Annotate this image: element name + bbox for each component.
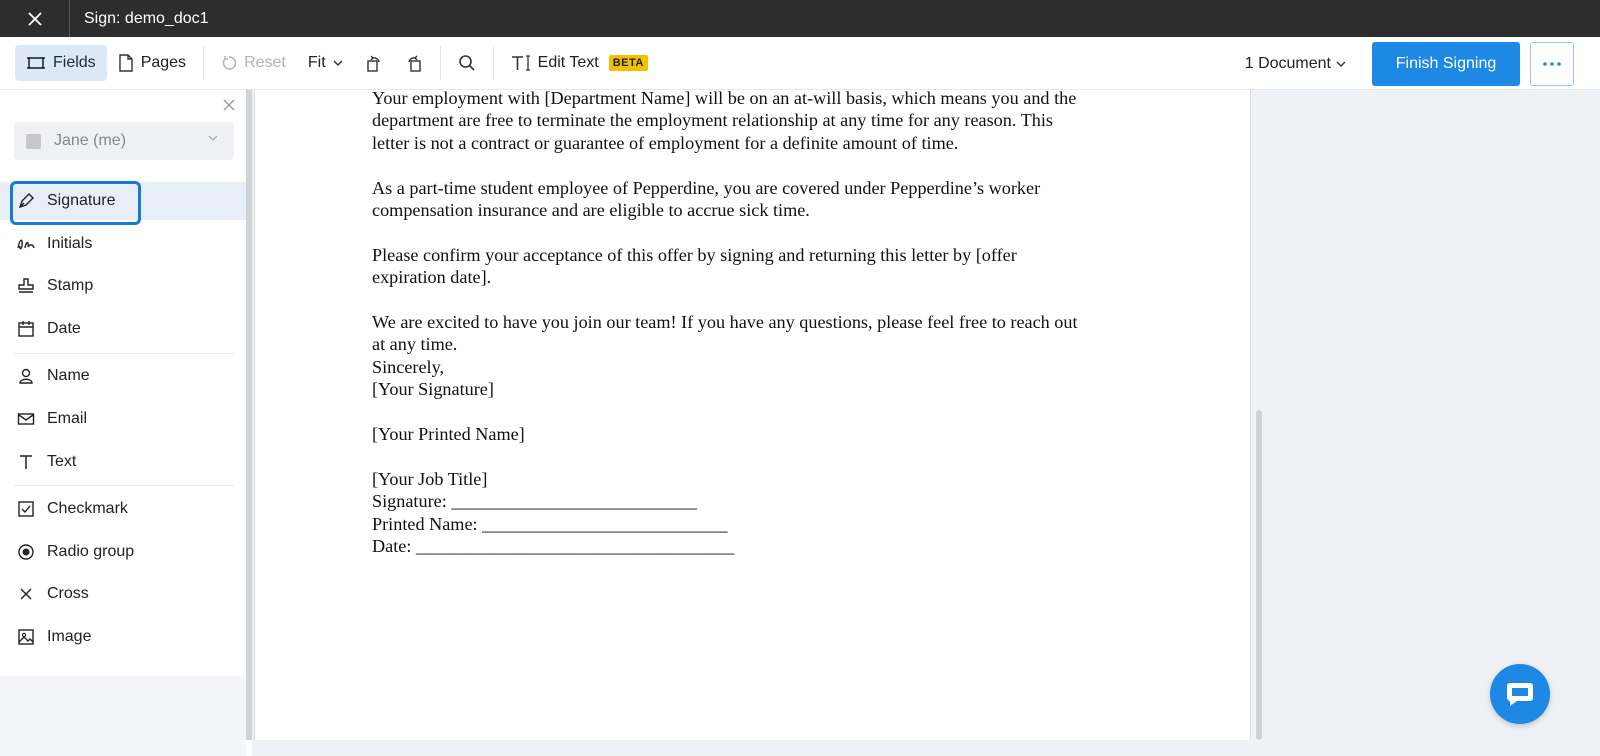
close-sidebar-button[interactable] (222, 98, 238, 114)
document-scrollbar[interactable] (1256, 410, 1262, 740)
radio-icon (16, 542, 36, 562)
document-line: at any time. (372, 334, 458, 355)
chevron-down-icon (208, 134, 218, 142)
signer-color-swatch (26, 134, 41, 149)
search-button[interactable] (447, 45, 487, 81)
field-checkmark[interactable] (0, 490, 246, 528)
signer-name: Jane (me) (54, 132, 127, 149)
more-options-button[interactable] (1530, 42, 1574, 86)
envelope-icon (16, 409, 36, 429)
blank-line (372, 154, 1152, 176)
image-icon (16, 627, 36, 647)
field-radio-group[interactable] (0, 533, 246, 571)
field-image[interactable] (0, 618, 246, 656)
close-icon (27, 11, 43, 27)
close-icon (222, 98, 236, 112)
stamp-icon (16, 276, 36, 296)
document-line: Date: ___________________________________ (372, 536, 735, 557)
document-select-label: 1 Document (1244, 54, 1331, 72)
document-line: compensation insurance and are eligible to accrue sick time. (372, 200, 810, 221)
cross-icon (16, 584, 36, 604)
search-icon (458, 54, 476, 72)
rotate-left-button[interactable] (354, 45, 394, 81)
blank-line (372, 401, 1152, 423)
page-icon (118, 54, 134, 72)
document-line: expiration date]. (372, 267, 492, 288)
field-date[interactable] (0, 310, 246, 348)
document-line: We are excited to have you join our team! If you have any questions, please feel free to reach out (372, 312, 1078, 333)
toolbar (0, 37, 1600, 90)
toolbar-divider (203, 46, 204, 80)
rotate-left-icon (365, 54, 383, 72)
title-bar (0, 0, 1600, 37)
field-label: Radio group (47, 543, 135, 560)
calendar-icon (16, 319, 36, 339)
toolbar-divider (440, 46, 441, 80)
document-line: Printed Name: ___________________________ (372, 513, 728, 534)
field-label: Email (47, 410, 88, 427)
toolbar-divider (493, 46, 494, 80)
rotate-right-icon (405, 54, 423, 72)
beta-badge: BETA (609, 55, 648, 71)
text-icon (16, 452, 36, 472)
document-line: letter is not a contract or guarantee of employment for a definite amount of time. (372, 132, 959, 153)
chat-bubble-icon (1505, 680, 1535, 708)
document-line: Please confirm your acceptance of this offer by signing and returning this letter by [offer (372, 244, 1017, 265)
document-line: Signature: ___________________________ (372, 491, 697, 512)
pages-label: Pages (140, 54, 187, 71)
field-cross[interactable] (0, 575, 246, 613)
document-line: [Your Job Title] (372, 468, 488, 489)
field-label: Text (47, 453, 77, 470)
fields-tab[interactable] (15, 45, 107, 81)
fit-label: Fit (307, 54, 326, 71)
document-line: Your employment with [Department Name] will be on an at-will basis, which means you and the (372, 88, 1077, 108)
sidebar-divider (14, 485, 234, 486)
document-line: [Your Signature] (372, 379, 494, 400)
reset-icon (221, 55, 237, 71)
field-initials[interactable] (0, 225, 246, 263)
sidebar-footer (0, 676, 246, 756)
sidebar-divider (14, 353, 234, 354)
field-label: Checkmark (47, 500, 128, 517)
field-name[interactable] (0, 357, 246, 395)
more-dots-icon (1543, 62, 1561, 66)
initials-icon (16, 234, 36, 254)
reset-label: Reset (244, 54, 286, 71)
field-email[interactable] (0, 400, 246, 438)
field-label: Name (47, 367, 90, 384)
close-window-button[interactable] (0, 0, 70, 37)
finish-signing-button[interactable]: Finish Signing (1372, 42, 1520, 86)
chat-support-button[interactable] (1490, 664, 1550, 724)
field-stamp[interactable] (0, 267, 246, 305)
chevron-down-icon (1336, 60, 1346, 68)
field-label: Stamp (47, 277, 94, 294)
signature-highlight (10, 181, 141, 225)
document-line: [Your Printed Name] (372, 424, 525, 445)
field-label: Date (47, 320, 81, 337)
person-icon (16, 366, 36, 386)
blank-line (372, 221, 1152, 243)
fields-label: Fields (53, 54, 96, 71)
rotate-right-button[interactable] (394, 45, 434, 81)
chevron-down-icon (333, 59, 343, 67)
field-label: Initials (47, 235, 93, 252)
fit-dropdown[interactable] (297, 45, 354, 81)
blank-line (372, 289, 1152, 311)
edit-text-button[interactable] (500, 45, 659, 81)
fields-icon (26, 55, 46, 71)
edit-text-label: Edit Text (537, 54, 599, 71)
document-select[interactable] (1245, 55, 1346, 73)
document-line: department are free to terminate the employment relationship at any time for any reason. This (372, 110, 1053, 131)
window-title: Sign: demo_doc1 (84, 9, 209, 27)
reset-button[interactable] (210, 45, 297, 81)
signer-select[interactable] (14, 122, 234, 160)
field-label: Cross (47, 585, 89, 602)
field-label: Signature (47, 192, 116, 209)
checkbox-icon (16, 499, 36, 519)
document-text (372, 87, 1152, 557)
document-page[interactable] (254, 90, 1251, 740)
edit-text-icon (511, 54, 531, 72)
blank-line (372, 445, 1152, 467)
pages-tab[interactable] (107, 45, 197, 81)
field-label: Image (47, 628, 92, 645)
document-line: Sincerely, (372, 356, 445, 377)
document-line: As a part-time student employee of Pepperdine, you are covered under Pepperdine’s worker (372, 177, 1041, 198)
field-text[interactable] (0, 443, 246, 481)
